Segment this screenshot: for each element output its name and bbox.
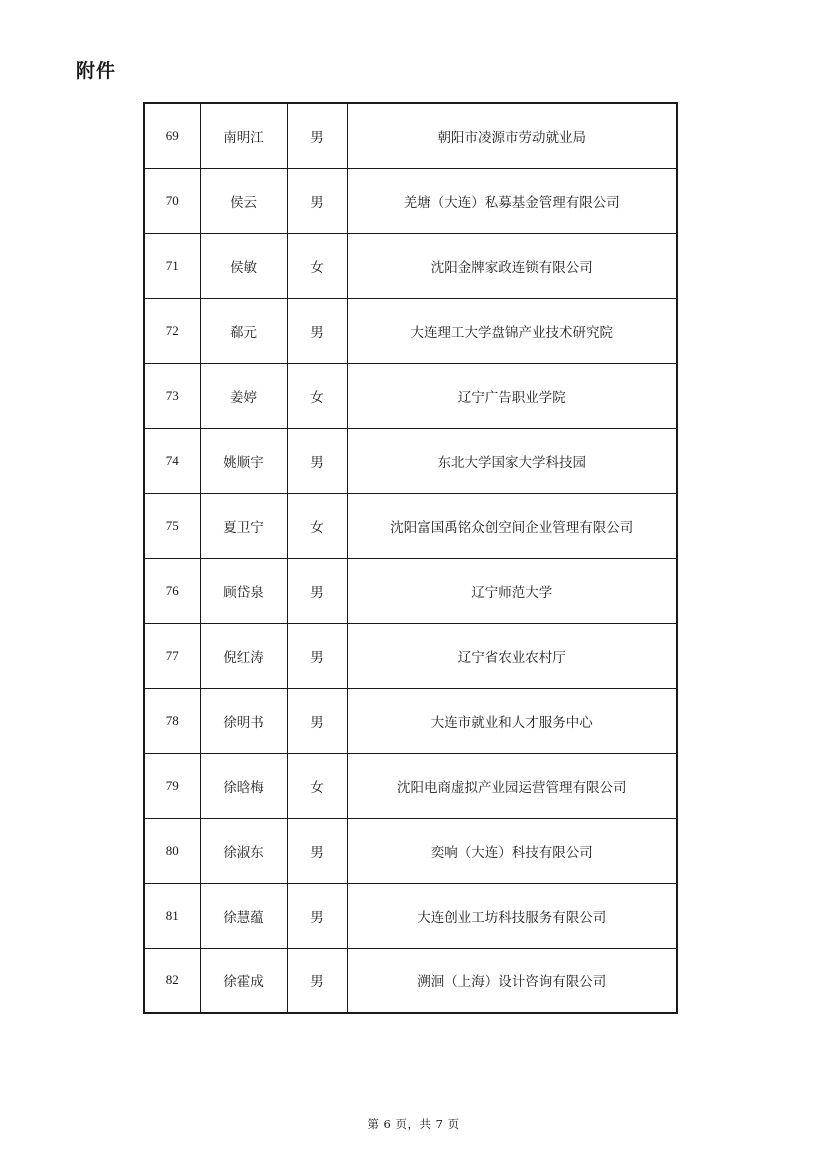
- table-row: [144, 883, 677, 948]
- gender: 男: [287, 168, 347, 233]
- person-name: 郗元: [200, 298, 287, 363]
- gender: 女: [287, 233, 347, 298]
- table-row: [144, 428, 677, 493]
- person-name: 顾岱泉: [200, 558, 287, 623]
- organization: 沈阳金牌家政连锁有限公司: [347, 233, 677, 298]
- organization: 奕响（大连）科技有限公司: [347, 818, 677, 883]
- organization: 溯洄（上海）设计咨询有限公司: [347, 948, 677, 1013]
- table-row: [144, 948, 677, 1013]
- person-name: 姚顺宇: [200, 428, 287, 493]
- person-name: 姜婷: [200, 363, 287, 428]
- person-name: 徐霍成: [200, 948, 287, 1013]
- person-name: 南明江: [200, 103, 287, 168]
- gender: 男: [287, 948, 347, 1013]
- gender: 男: [287, 688, 347, 753]
- person-name: 侯敏: [200, 233, 287, 298]
- person-name: 徐慧蕴: [200, 883, 287, 948]
- person-name: 徐晗梅: [200, 753, 287, 818]
- row-number: 80: [144, 818, 200, 883]
- row-number: 71: [144, 233, 200, 298]
- table-row: [144, 753, 677, 818]
- row-number: 69: [144, 103, 200, 168]
- person-name: 侯云: [200, 168, 287, 233]
- organization: 辽宁师范大学: [347, 558, 677, 623]
- gender: 男: [287, 883, 347, 948]
- gender: 女: [287, 753, 347, 818]
- organization: 辽宁广告职业学院: [347, 363, 677, 428]
- gender: 男: [287, 818, 347, 883]
- row-number: 75: [144, 493, 200, 558]
- table-row: [144, 493, 677, 558]
- person-name: 夏卫宁: [200, 493, 287, 558]
- organization: 辽宁省农业农村厅: [347, 623, 677, 688]
- organization: 大连市就业和人才服务中心: [347, 688, 677, 753]
- organization: 沈阳电商虚拟产业园运营管理有限公司: [347, 753, 677, 818]
- organization: 大连理工大学盘锦产业技术研究院: [347, 298, 677, 363]
- page-heading: 附件: [76, 60, 117, 82]
- organization: 大连创业工坊科技服务有限公司: [347, 883, 677, 948]
- table-row: [144, 233, 677, 298]
- row-number: 81: [144, 883, 200, 948]
- row-number: 74: [144, 428, 200, 493]
- row-number: 73: [144, 363, 200, 428]
- row-number: 70: [144, 168, 200, 233]
- organization: 羌塘（大连）私募基金管理有限公司: [347, 168, 677, 233]
- person-name: 徐明书: [200, 688, 287, 753]
- table-row: [144, 818, 677, 883]
- person-name: 倪红涛: [200, 623, 287, 688]
- table-row: [144, 558, 677, 623]
- table-row: [144, 363, 677, 428]
- gender: 男: [287, 103, 347, 168]
- row-number: 78: [144, 688, 200, 753]
- person-name: 徐淑东: [200, 818, 287, 883]
- gender: 男: [287, 623, 347, 688]
- roster-table-body: [144, 103, 677, 1013]
- roster-table: [143, 102, 678, 1014]
- gender: 男: [287, 428, 347, 493]
- gender: 女: [287, 363, 347, 428]
- gender: 女: [287, 493, 347, 558]
- table-row: [144, 103, 677, 168]
- gender: 男: [287, 298, 347, 363]
- row-number: 72: [144, 298, 200, 363]
- table-row: [144, 688, 677, 753]
- page-footer: 第 6 页，共 7 页: [367, 1117, 460, 1131]
- organization: 沈阳富国禹铭众创空间企业管理有限公司: [347, 493, 677, 558]
- row-number: 79: [144, 753, 200, 818]
- table-row: [144, 298, 677, 363]
- row-number: 82: [144, 948, 200, 1013]
- organization: 朝阳市凌源市劳动就业局: [347, 103, 677, 168]
- table-row: [144, 168, 677, 233]
- gender: 男: [287, 558, 347, 623]
- row-number: 76: [144, 558, 200, 623]
- table-row: [144, 623, 677, 688]
- row-number: 77: [144, 623, 200, 688]
- organization: 东北大学国家大学科技园: [347, 428, 677, 493]
